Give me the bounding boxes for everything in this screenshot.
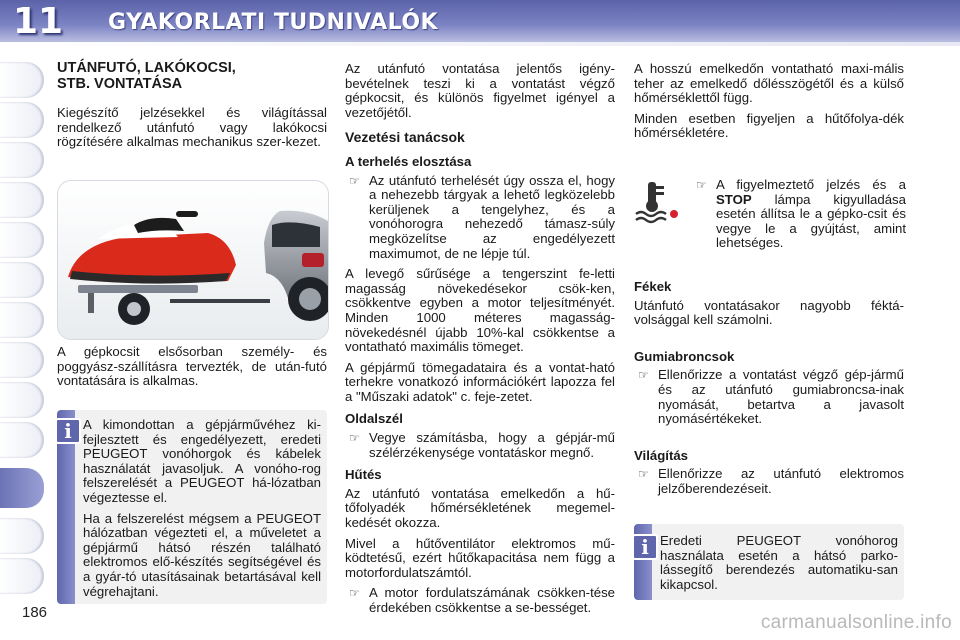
column-left-lower	[57, 345, 327, 395]
info-box-text	[83, 418, 321, 605]
chapter-tab[interactable]	[0, 222, 44, 258]
chapter-tab[interactable]	[0, 518, 44, 554]
hand-pointer-icon: ☞	[349, 586, 360, 601]
driving-tips-heading: Vezetési tanácsok	[345, 129, 465, 146]
info-paragraph: Ha a felszerelést mégsem a PEUGEOT hálózatban végezteti el, a műveletet a gépjármű hátsó részén található elektromos elő-készítés segítségével és a gyár-tó utasításainak betartásával kell végrehajtani.	[83, 510, 321, 599]
brakes-heading: Fékek	[634, 279, 672, 294]
cooling-paragraph: Mivel a hűtőventilátor elektromos mű-ködtetésű, ezért hűtőkapacitása nem függ a motorfordulatszámtól.	[345, 535, 615, 580]
bullet-text: lámpa kigyulladása esetén állítsa le a gépko-csit és vegye le a gyújtást, amint lehetséges.	[716, 191, 906, 251]
chapter-tab-active[interactable]	[0, 468, 44, 508]
car-trailer-jetski-image	[58, 181, 328, 339]
watermark: carmanualsonline.info	[760, 612, 952, 633]
cooling-heading: Hűtés	[345, 467, 382, 483]
info-paragraph: A kimondottan a gépjárművéhez ki-fejlesztett és engedélyezett, eredeti PEUGEOT vonóhorgok és kábelek használatát javasoljuk. A vonóho-rog felszerelését a PEUGEOT há-lózatban végeztesse el.	[83, 417, 321, 505]
chapter-tab[interactable]	[0, 302, 44, 338]
tyres-heading: Gumiabroncsok	[634, 348, 735, 364]
chapter-tab[interactable]	[0, 342, 44, 378]
hand-pointer-icon: ☞	[349, 173, 360, 188]
bullet-text: A figyelmeztető jelzés és a	[716, 177, 906, 192]
chapter-number: 11	[12, 1, 64, 42]
air-density-paragraph: A levegő sűrűsége a tengerszint fe-letti magasság növekedésekor csök-ken, csökkentve egyben a motor teljesítményét. Minden 1000 méteres magasság-növekedésnél újabb 10%-kal csökkentse a vontatható maximális tömeget.	[345, 266, 615, 355]
coolant-temperature-symbol	[634, 178, 680, 224]
chapter-tab[interactable]	[0, 182, 44, 218]
bullet-text: Ellenőrizze a vontatást végző gép-jármű és az utánfutó gumiabroncsa-inak nyomását, betartva a javasolt nyomásértékeket.	[658, 367, 904, 427]
info-icon: i	[632, 534, 658, 560]
bullet-item	[634, 467, 904, 496]
slope-paragraph: A hosszú emelkedőn vontatható maxi-mális teher az emelkedő dőlésszögétől és a külső hőmérséklettől függ.	[634, 61, 904, 106]
crosswind-heading: Oldalszél	[345, 411, 403, 427]
column-right-lower	[634, 272, 904, 503]
chapter-header	[0, 0, 960, 46]
hand-pointer-icon: ☞	[638, 368, 649, 383]
hand-pointer-icon: ☞	[696, 178, 707, 192]
chapter-tab[interactable]	[0, 102, 44, 138]
usage-paragraph: A gépkocsit elsősorban személy- és poggyász-szállításra tervezték, de után-futó vontatására is alkalmas.	[57, 344, 327, 389]
weights-paragraph: A gépjármű tömegadataira és a vontat-ható terhekre vonatkozó információkért lapozza fel a "Műszaki adatok" c. feje-zetet.	[345, 359, 615, 404]
column-left	[57, 60, 327, 156]
intro-paragraph: Kiegészítő jelzésekkel és világítással rendelkező utánfutó vagy lakókocsi rögzítésére alkalmas mechanikus szer-kezet.	[57, 105, 327, 150]
chapter-tab[interactable]	[0, 422, 44, 458]
bullet-text: Az utánfutó terhelését úgy ossza el, hogy a nehezebb tárgyak a lehető legközelebb kerüljenek a tengelyhez, és a vonóhorogra nehezedő támasz-súly megközelítse az engedélyezett maximumot, de ne lépje túl.	[369, 172, 615, 261]
bullet-item	[345, 174, 615, 262]
info-box-towbar	[57, 410, 327, 604]
bullet-item	[692, 178, 906, 251]
chapter-tab[interactable]	[0, 558, 44, 594]
info-box-text: Eredeti PEUGEOT vonóhorog használata esetén a hátsó parko-lássegítő berendezés automatiku-san kikapcsol.	[660, 533, 898, 592]
section-title	[57, 60, 327, 92]
towing-illustration	[57, 180, 329, 340]
stop-warning-bullet	[692, 178, 906, 257]
intro-paragraph: Az utánfutó vontatása jelentős igény-bevételnek teszi ki a vontatást végző gépkocsit, és különös figyelmet igényel a vezetőjétől.	[345, 61, 615, 120]
cooling-paragraph: Az utánfutó vontatása emelkedőn a hű-tőfolyadék hőmérsékletének megemel-kedését okozza.	[345, 485, 615, 531]
chapter-tab[interactable]	[0, 382, 44, 418]
coolant-temperature-warning-icon	[634, 178, 680, 224]
chapter-tab[interactable]	[0, 262, 44, 298]
info-box-parking-sensor	[634, 524, 904, 600]
hand-pointer-icon: ☞	[349, 431, 360, 446]
lighting-heading: Világítás	[634, 447, 688, 463]
bullet-text: Ellenőrizze az utánfutó elektromos jelzőberendezéseit.	[658, 466, 904, 496]
brakes-paragraph: Utánfutó vontatásakor nagyobb féktá-volsággal kell számolni.	[634, 297, 904, 328]
column-middle	[345, 62, 615, 622]
section-title-line: UTÁNFUTÓ, LAKÓKOCSI,	[57, 60, 236, 76]
hand-pointer-icon: ☞	[638, 467, 649, 482]
load-distribution-heading: A terhelés elosztása	[345, 153, 472, 169]
chapter-title: GYAKORLATI TUDNIVALÓK	[108, 10, 439, 35]
bullet-text: A motor fordulatszámának csökken-tése érdekében csökkentse a se-bességet.	[369, 585, 615, 615]
section-title-line: STB. VONTATÁSA	[57, 76, 183, 92]
info-icon: i	[55, 418, 81, 444]
page-number: 186	[22, 604, 48, 621]
column-right	[634, 62, 904, 147]
bullet-item	[345, 586, 615, 615]
bullet-item	[345, 431, 615, 460]
chapter-tab[interactable]	[0, 62, 44, 98]
bullet-item	[634, 368, 904, 426]
bullet-text: Vegye számításba, hogy a gépjár-mű szélérzékenysége vontatáskor megnő.	[369, 430, 615, 460]
stop-lamp-label: STOP	[716, 191, 752, 207]
chapter-tab[interactable]	[0, 142, 44, 178]
header-divider	[0, 42, 960, 46]
coolant-paragraph: Minden esetben figyeljen a hűtőfolya-dék hőmérsékletére.	[634, 110, 904, 141]
chapter-tab-rail	[0, 50, 48, 610]
